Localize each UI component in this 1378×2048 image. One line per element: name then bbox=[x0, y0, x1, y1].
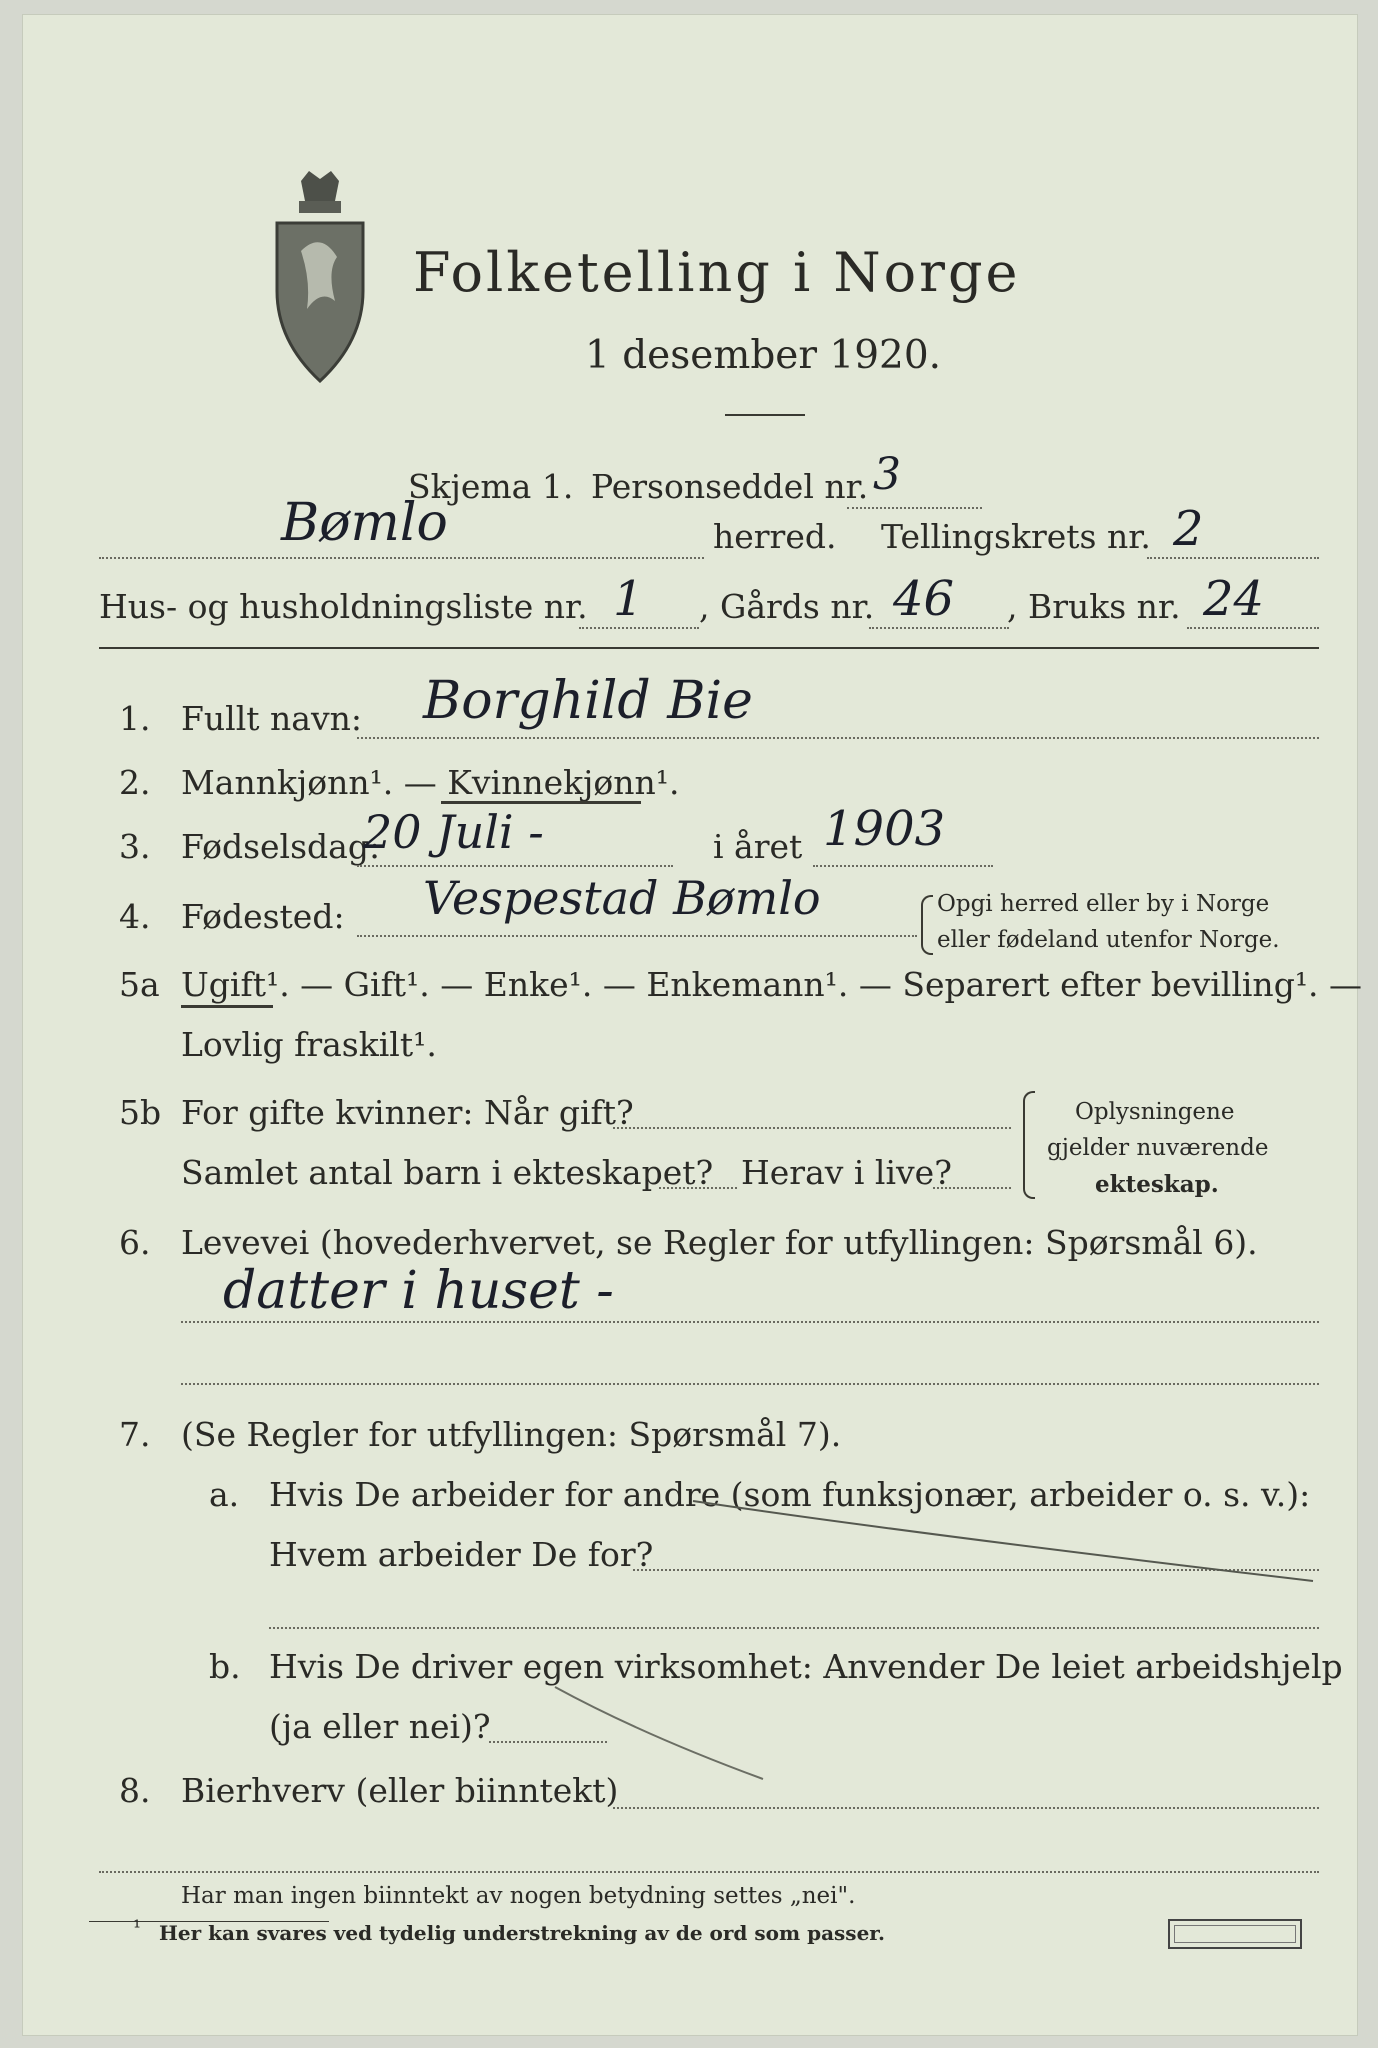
tellingskrets-value: 2 bbox=[1173, 501, 1204, 557]
skjema-label: Skjema 1. bbox=[408, 467, 574, 506]
q7-number: 7. bbox=[119, 1415, 151, 1454]
footnote-text: Her kan svares ved tydelig understrekning av de ord som passer. bbox=[159, 1921, 885, 1945]
q7-label: (Se Regler for utfyllingen: Spørsmål 7). bbox=[181, 1415, 842, 1454]
census-date: 1 desember 1920. bbox=[585, 333, 942, 378]
birthday-value: 20 Juli - bbox=[363, 805, 544, 859]
footnote-mark: ¹ bbox=[133, 1915, 142, 1939]
hired-help-label: (ja eller nei)? bbox=[269, 1707, 491, 1746]
personseddel-label: Personseddel nr. bbox=[591, 467, 869, 506]
q7b-letter: b. bbox=[209, 1647, 241, 1686]
marital-status-options-cont[interactable]: Lovlig fraskilt¹. bbox=[181, 1025, 437, 1064]
q7a-question: Hvis De arbeider for andre (som funksjonær, arbeider o. s. v.): bbox=[269, 1475, 1311, 1514]
gender-options[interactable]: Mannkjønn¹. — Kvinnekjønn¹. bbox=[181, 763, 680, 802]
marital-status-options[interactable]: Ugift¹. — Gift¹. — Enke¹. — Enkemann¹. — Separert efter bevilling¹. — bbox=[181, 965, 1363, 1004]
q4-label: Fødested: bbox=[181, 897, 345, 936]
husliste-value: 1 bbox=[613, 571, 644, 627]
gards-label: , Gårds nr. bbox=[699, 587, 875, 626]
herred-label: herred. bbox=[713, 517, 837, 556]
children-total-label: Samlet antal barn i ekteskapet? bbox=[181, 1153, 714, 1192]
personseddel-value: 3 bbox=[873, 449, 901, 500]
form-title: Folketelling i Norge bbox=[413, 241, 1021, 304]
q3-label: Fødselsdag: bbox=[181, 827, 381, 866]
birthplace-value: Vespestad Bømlo bbox=[423, 871, 821, 925]
birth-year-label: i året bbox=[713, 827, 803, 866]
q6-number: 6. bbox=[119, 1223, 151, 1262]
q2-number: 2. bbox=[119, 763, 151, 802]
q5a-number: 5a bbox=[119, 965, 160, 1004]
gards-value: 46 bbox=[893, 571, 955, 627]
census-form-sheet bbox=[22, 14, 1363, 2036]
bruks-label: , Bruks nr. bbox=[1007, 587, 1181, 626]
marriage-note-line-3: ekteskap. bbox=[1095, 1171, 1219, 1198]
q5b-number: 5b bbox=[119, 1093, 162, 1132]
printer-stamp bbox=[1168, 1919, 1302, 1949]
q4-number: 4. bbox=[119, 897, 151, 936]
q1-label: Fullt navn: bbox=[181, 699, 362, 738]
birthplace-note-line-1: Opgi herred eller by i Norge bbox=[937, 891, 1270, 917]
occupation-label: Levevei (hovederhvervet, se Regler for utfyllingen: Spørsmål 6). bbox=[181, 1223, 1258, 1262]
pen-stroke-mark bbox=[23, 15, 1357, 2035]
full-name-value: Borghild Bie bbox=[423, 671, 753, 731]
marriage-note-line-1: Oplysningene bbox=[1075, 1099, 1235, 1125]
q1-number: 1. bbox=[119, 699, 151, 738]
q7b-question: Hvis De driver egen virksomhet: Anvender De leiet arbeidshjelp bbox=[269, 1647, 1343, 1686]
bruks-value: 24 bbox=[1203, 571, 1265, 627]
q8-number: 8. bbox=[119, 1771, 151, 1810]
side-income-field[interactable] bbox=[613, 1807, 1319, 1809]
hired-help-field[interactable] bbox=[489, 1741, 607, 1743]
q3-number: 3. bbox=[119, 827, 151, 866]
side-income-note: Har man ingen biinntekt av nogen betydning settes „nei". bbox=[181, 1883, 856, 1909]
birthplace-note-line-2: eller fødeland utenfor Norge. bbox=[937, 927, 1280, 953]
children-alive-label: Herav i live? bbox=[741, 1153, 952, 1192]
tellingskrets-label: Tellingskrets nr. bbox=[881, 517, 1151, 556]
side-income-field-line-2[interactable] bbox=[99, 1871, 1319, 1873]
occupation-value: datter i huset - bbox=[223, 1261, 614, 1321]
employer-label: Hvem arbeider De for? bbox=[269, 1535, 654, 1574]
husliste-label: Hus- og husholdningsliste nr. bbox=[99, 587, 588, 626]
herred-value: Bømlo bbox=[281, 493, 448, 553]
marriage-note-line-2: gjelder nuværende bbox=[1047, 1135, 1269, 1161]
married-when-label: For gifte kvinner: Når gift? bbox=[181, 1093, 634, 1132]
q7a-letter: a. bbox=[209, 1475, 240, 1514]
birth-year-value: 1903 bbox=[823, 801, 946, 857]
side-income-label: Bierhverv (eller biinntekt) bbox=[181, 1771, 619, 1810]
